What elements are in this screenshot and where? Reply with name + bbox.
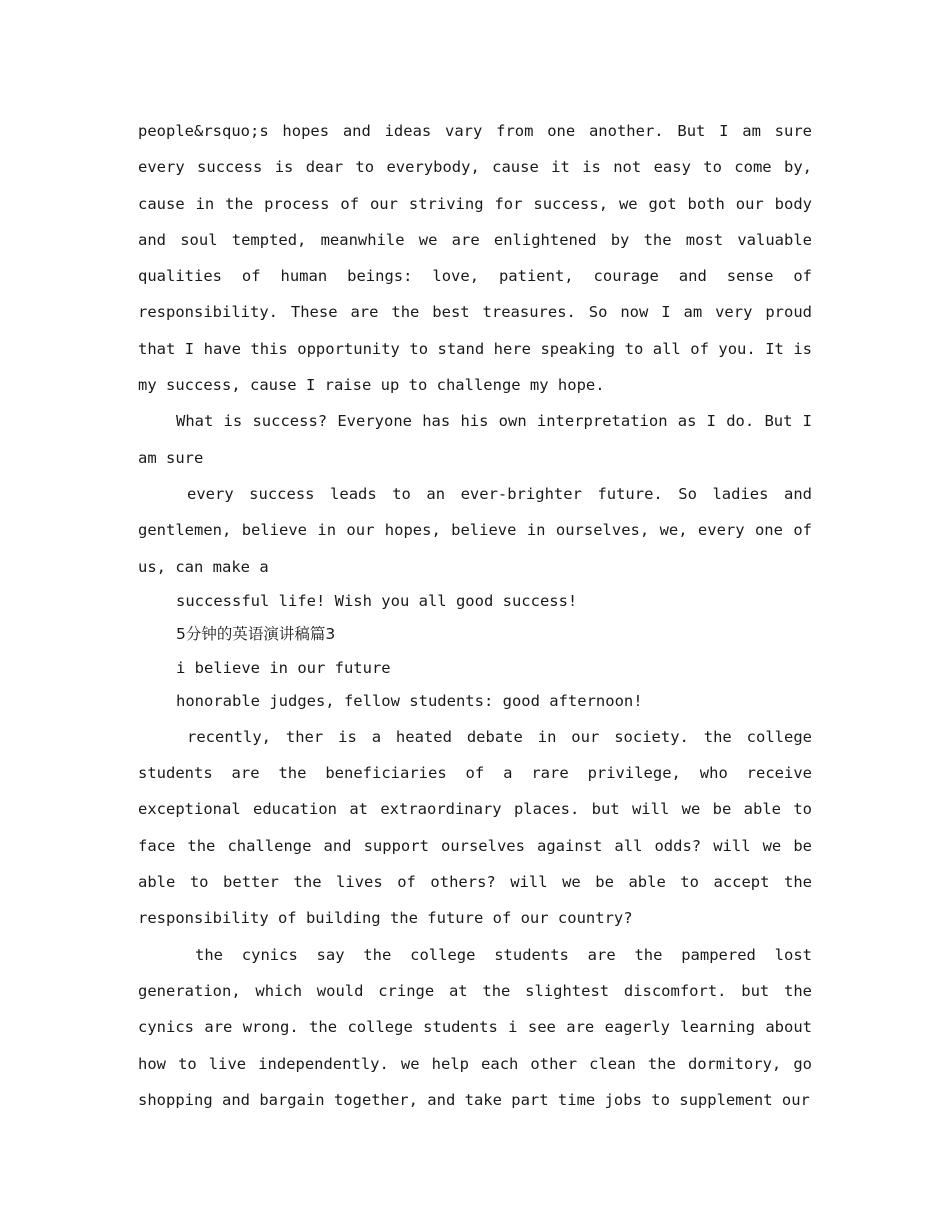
paragraph-wish-success: successful life! Wish you all good success! <box>176 591 578 610</box>
paragraph-success-hopes: people&rsquo;s hopes and ideas vary from one another. But I am sure every success is dear to everybody, cause it is not easy to come by, cause in the process of our striving for success, we got both our body and soul tempted, meanwhile we are enlightened by the most valuable qualities of human beings: love, patient, courage and sense of responsibility. These are the best treasures. So now I am very proud that I have this opportunity to stand here speaking to all of you. It is my success, cause I raise up to challenge my hope. <box>138 122 812 395</box>
document-page <box>138 113 812 1118</box>
paragraph-what-is-success: What is success? Everyone has his own interpretation as I do. But I am sure <box>138 412 812 467</box>
paragraph-heated-debate: recently, ther is a heated debate in our society. the college students are the beneficiaries of a rare privilege, who receive exceptional education at extraordinary places. but will we be able to face the challenge and support ourselves against all odds? will we be able to better the lives of others? will we be able to accept the responsibility of building the future of our country? <box>138 727 812 928</box>
paragraph-brighter-future: every success leads to an ever-brighter future. So ladies and gentlemen, believe in our hopes, believe in ourselves, we, every one of us, can make a <box>138 484 812 576</box>
paragraph-cynics: the cynics say the college students are the pampered lost generation, which would cringe at the slightest discomfort. but the cynics are wrong. the college students i see are eagerly learning about how to live independently. we help each other clean the dormitory, go shopping and bargain together, and take part time jobs to supplement our <box>138 945 812 1109</box>
speech-title: i believe in our future <box>176 658 391 677</box>
speech-greeting: honorable judges, fellow students: good afternoon! <box>176 692 643 711</box>
section-heading: 5分钟的英语演讲稿篇3 <box>176 625 336 644</box>
